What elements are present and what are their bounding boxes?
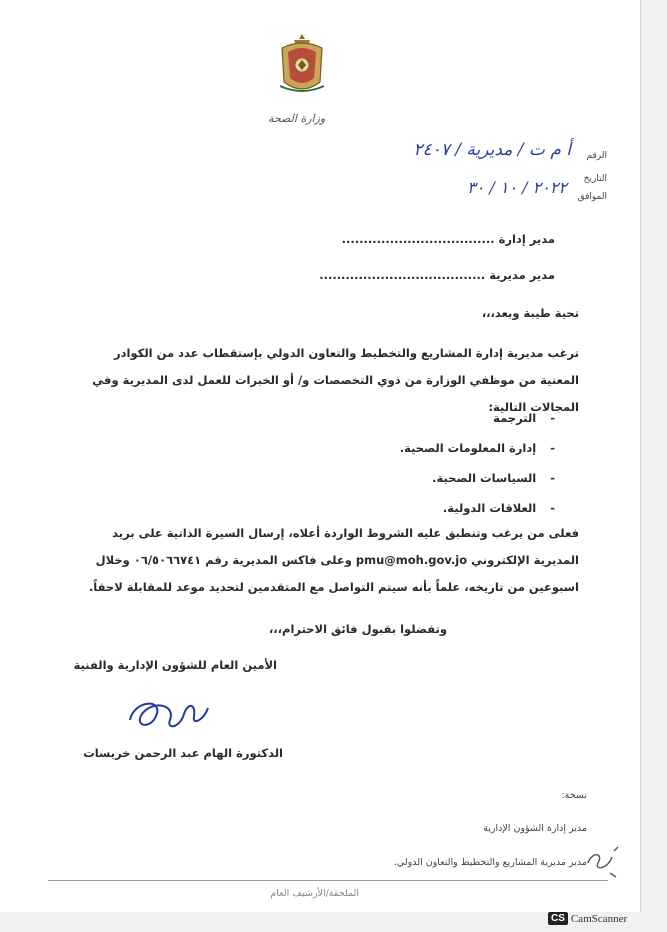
instructions-paragraph: فعلى من يرغب وتنطبق عليه الشروط الواردة أعلاه، إرسال السيرة الذاتية على بريد المديرية الإلكتروني pmu@moh.gov.jo وعلى فاكس المديرية رقم ٠٦/٥٠٦٦٧٤١ وخلال اسبوعين من تاريخه، علماً بأنه سيتم التواصل مع المتقدمين لتحديد موعد للمقابلة لاحقاً. [88,526,579,594]
date-label: التاريخ [583,174,607,184]
copy-recipient-1: مدير إدارة الشؤون الإدارية [483,823,587,834]
bullet-dash-icon: - [550,411,555,425]
copies-label: نسخة: [561,790,587,801]
regards-line: وتفضلوا بقبول فائق الاحترام،،، [268,622,447,636]
greeting: تحية طيبة وبعد،،، [481,306,579,320]
reference-number: أ م ت / مديرية / ٢٤٠٧ [413,140,571,160]
recipient-line-1: مدير إدارة ................................... [341,232,555,246]
letter-date: ٢٠٢٢ / ١٠ / ٣٠ [467,178,567,197]
handwritten-initials-icon [584,843,624,879]
bullet-dash-icon: - [550,441,555,455]
jordan-crest-emblem [272,30,332,100]
intro-paragraph: ترغب مديرية إدارة المشاريع والتخطيط والتعاون الدولي بإستقطاب عدد من الكوادر المعنية من موظفي الوزارة من ذوي التخصصات و/ أو الخبرات للعمل لدى المديرية وفي المجالات التالية: [92,346,579,414]
list-item: - العلاقات الدولية. [400,497,555,527]
signatory-title: الأمين العام للشؤون الإدارية والفنية [73,658,277,672]
list-item: - الترجمة [400,407,555,437]
camscanner-logo-icon: CS [548,912,568,925]
list-item: - السياسات الصحية. [400,467,555,497]
ministry-name: وزارة الصحة [268,112,326,125]
footer-divider [48,880,608,881]
recipient-line-2: مدير مديرية ...................................... [319,268,555,282]
copy-recipient-2: مدير مديرية المشاريع والتخطيط والتعاون الدولي. [393,857,587,868]
bullet-dash-icon: - [550,501,555,515]
handwritten-signature-icon [124,690,214,738]
footer-archive-note: الملحقة/الأرشيف العام [270,888,359,899]
number-label: الرقم [586,151,607,161]
fields-list [400,407,555,527]
signatory-name: الدكتورة الهام عبد الرحمن خريسات [83,746,283,760]
list-item: - إدارة المعلومات الصحية. [400,437,555,467]
camscanner-label: CamScanner [570,912,628,925]
hijri-label: الموافق [577,192,607,202]
camscanner-watermark [548,912,627,925]
bullet-dash-icon: - [550,471,555,485]
